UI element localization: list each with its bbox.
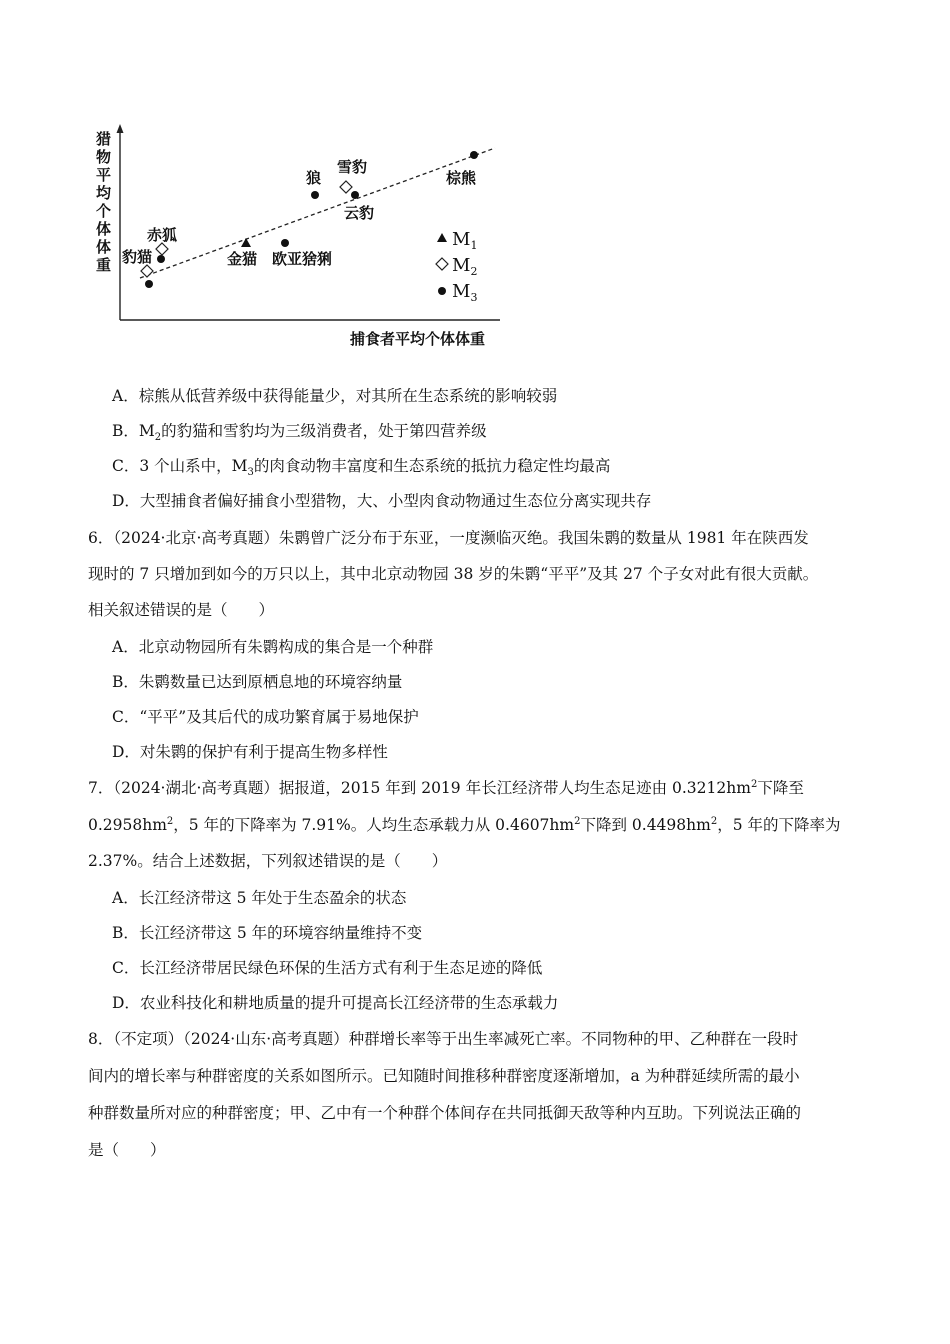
point-m3-clouded-leopard xyxy=(351,191,359,199)
q7-stem-line3: 2.37%。结合上述数据，下列叙述错误的是（ ） xyxy=(88,852,448,870)
q7-option-c: C．长江经济带居民绿色环保的生活方式有利于生态足迹的降低 xyxy=(112,959,543,977)
legend-m1-sub: 1 xyxy=(470,239,478,252)
q6-option-d: D．对朱鹮的保护有利于提高生物多样性 xyxy=(112,743,388,761)
point-m1-golden-cat xyxy=(241,238,251,247)
legend-m3-text: M xyxy=(452,281,471,302)
point-m3-leopard-cat xyxy=(157,255,165,263)
y-label-char: 均 xyxy=(96,184,112,202)
legend-m3-sub: 3 xyxy=(470,291,478,304)
label-lynx: 欧亚猞猁 xyxy=(272,250,333,268)
legend-diamond-icon xyxy=(436,258,448,270)
point-m3-lynx xyxy=(281,239,289,247)
legend-m1-text: M xyxy=(452,229,471,250)
q7-stem-line2: $0.2958hm^2$，5 年的下降率为 7.91%。人均生态承载力从 $0.4607hm^2$下降到 $0.4498hm^2$，5 年的下降率为 xyxy=(88,815,841,834)
x-axis-label: 捕食者平均个体体重 xyxy=(350,330,486,348)
legend-m2-text: M xyxy=(452,255,471,276)
label-brown-bear: 棕熊 xyxy=(446,169,477,187)
legend xyxy=(436,229,477,304)
food-web-figure xyxy=(90,120,530,360)
y-label-char: 猎 xyxy=(96,130,112,148)
y-label-char: 体 xyxy=(96,238,112,256)
legend-triangle-icon xyxy=(437,233,447,242)
label-clouded-leopard: 云豹 xyxy=(344,204,375,222)
svg-text:M1 xyxy=(452,229,477,252)
q6-stem-line1: 6．（2024·北京·高考真题）朱鹮曾广泛分布于东亚，一度濒临灭绝。我国朱鹮的数量从 1981 年在陕西发 xyxy=(88,529,809,547)
y-label-char: 平 xyxy=(96,166,112,184)
point-m3-wolf xyxy=(311,191,319,199)
q6-option-a: A．北京动物园所有朱鹮构成的集合是一个种群 xyxy=(112,638,434,656)
q6-option-b: B．朱鹮数量已达到原栖息地的环境容纳量 xyxy=(112,673,403,691)
y-label-char: 物 xyxy=(96,148,112,166)
point-m2-red-fox xyxy=(156,243,168,255)
label-wolf: 狼 xyxy=(306,169,322,187)
q8-stem-line1: 8．（不定项）（2024·山东·高考真题）种群增长率等于出生率减死亡率。不同物种的甲、乙种群在一段时 xyxy=(88,1030,799,1048)
label-golden-cat: 金猫 xyxy=(227,250,258,268)
predator-prey-plot xyxy=(90,120,530,360)
q7-stem-line1: 7．（2024·湖北·高考真题）据报道，2015 年到 2019 年长江经济带人均生态足迹由 $0.3212hm^2$下降至 xyxy=(88,778,804,797)
label-leopard-cat: 豹猫 xyxy=(122,248,153,266)
q5-option-a: A．棕熊从低营养级中获得能量少，对其所在生态系统的影响较弱 xyxy=(112,387,558,405)
q5-option-b: B．$M_2$的豹猫和雪豹均为三级消费者，处于第四营养级 xyxy=(112,422,487,444)
y-label-char: 重 xyxy=(96,256,112,274)
y-axis-arrow xyxy=(117,124,124,133)
legend-m2-sub: 2 xyxy=(470,265,478,278)
q8-stem-line2: 间内的增长率与种群密度的关系如图所示。已知随时间推移种群密度逐渐增加，a 为种群延续所需的最小 xyxy=(88,1067,800,1085)
q5-option-d: D．大型捕食者偏好捕食小型猎物，大、小型肉食动物通过生态位分离实现共存 xyxy=(112,492,652,510)
y-axis-label xyxy=(95,130,112,274)
q6-stem-line2: 现时的 7 只增加到如今的万只以上，其中北京动物园 38 岁的朱鹮“平平”及其 27 个子女对此有很大贡献。 xyxy=(88,565,819,583)
y-label-char: 个 xyxy=(96,202,112,220)
label-red-fox: 赤狐 xyxy=(147,226,178,244)
q6-stem-line3: 相关叙述错误的是（ ） xyxy=(88,601,275,619)
q7-option-d: D．农业科技化和耕地质量的提升可提高长江经济带的生态承载力 xyxy=(112,994,559,1012)
q5-option-c: C．3 个山系中，$M_3$的肉食动物丰富度和生态系统的抵抗力稳定性均最高 xyxy=(112,457,611,479)
q8-stem-line4: 是（ ） xyxy=(88,1141,166,1159)
q6-option-c: C．“平平”及其后代的成功繁育属于易地保护 xyxy=(112,708,419,726)
point-m2-leopard-cat xyxy=(141,265,153,277)
svg-text:M2 xyxy=(452,255,477,278)
q7-option-a: A．长江经济带这 5 年处于生态盈余的状态 xyxy=(112,889,407,907)
label-snow-leopard: 雪豹 xyxy=(337,158,368,176)
point-m3-low xyxy=(145,280,153,288)
svg-text:M3 xyxy=(452,281,477,304)
q7-option-b: B．长江经济带这 5 年的环境容纳量维持不变 xyxy=(112,924,423,942)
y-label-char: 体 xyxy=(96,220,112,238)
point-m2-snow-leopard xyxy=(340,181,352,193)
q8-stem-line3: 种群数量所对应的种群密度；甲、乙中有一个种群个体间存在共同抵御天敌等种内互助。下列说法正确的 xyxy=(88,1104,802,1122)
legend-circle-icon xyxy=(438,287,446,295)
point-m3-brown-bear xyxy=(470,151,478,159)
